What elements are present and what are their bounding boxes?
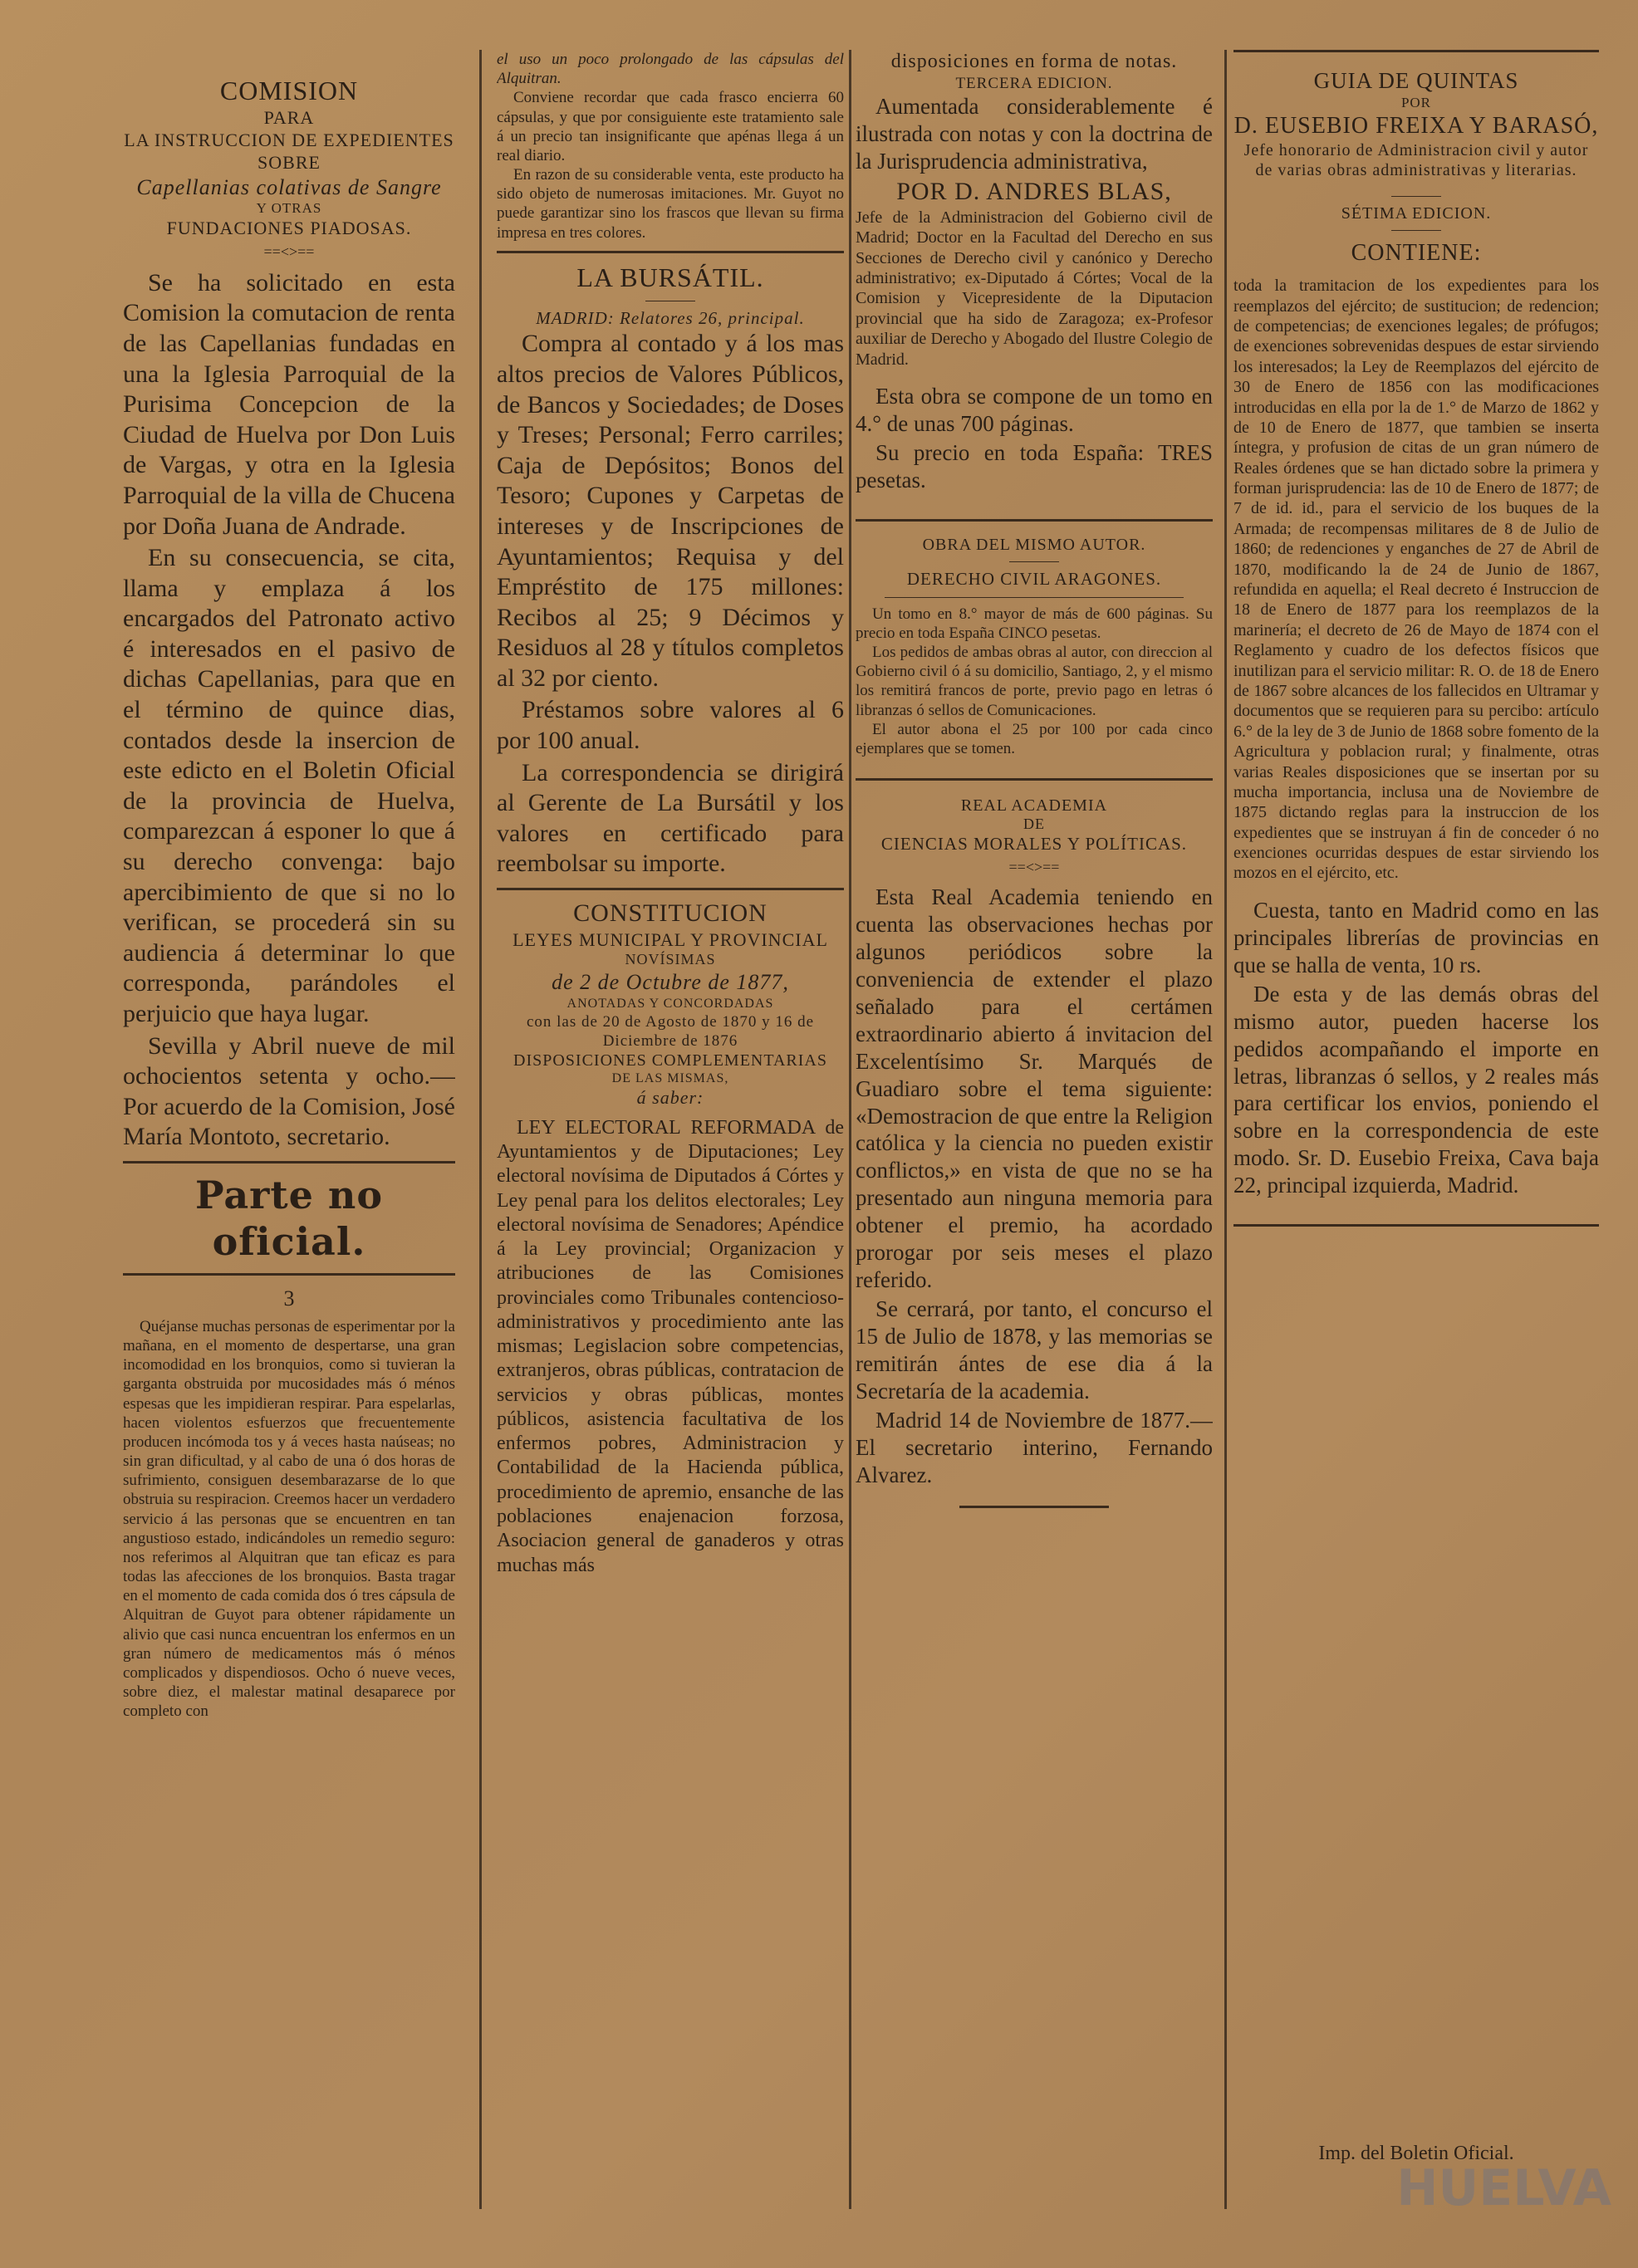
- parte-no-oficial-banner: Parte no oficial.: [194, 1172, 384, 1265]
- bursatil-paragraph: Compra al contado y á los mas altos precios de Valores Públicos, de Bancos y Sociedades; de Doses y Treses; Personal; Ferro carriles; Caja de Depósitos; Bonos del Tesoro; Cupones y Carpetas de intereses y de Inscripciones de Ayuntamientos; Requisa y del Empréstito de 175 millones: Recibos al 25; 9 Décimos y Residuos al 28 y títulos completos al 32 por ciento.: [497, 330, 844, 692]
- author-freixa-description: Jefe honorario de Administracion civil y autor de varias obras administrativas y literarias.: [1243, 140, 1589, 180]
- bursatil-address: MADRID: Relatores 26, principal.: [536, 307, 805, 328]
- constitucion-body: LEY ELECTORAL REFORMADA de Ayuntamientos y de Diputaciones; Ley electoral novísima de Diputados á Córtes y Ley penal para los delitos electorales; Ley electoral novísima de Senadores; Apéndice á la Ley provincial; Organizacion y atribuciones de las Comisiones provinciales como Tribunales contencioso-administrativos y procedimiento ante las mismas; Legislacion sobre competencias, extranjeros, obras públicas, contratacion de servicios y obras públicas, montes públicos, asistencia facultativa de los enfermos pobres, Administracion y Contabilidad de la Hacienda pública, procedimiento de apremio, ensanche de las poblaciones enajenacion forzosa, Asociacion general de ganaderos y otras muchas más: [497, 1116, 844, 1576]
- constitucion-title: CONSTITUCION: [573, 899, 768, 928]
- section-rule: [497, 888, 844, 890]
- ornament: ==<>==: [263, 242, 315, 260]
- comision-title: COMISION: [219, 76, 359, 105]
- edict-signature: Sevilla y Abril nueve de mil ochocientos setenta y ocho.—Por acuerdo de la Comision, José María Montoto, secretario.: [123, 1031, 455, 1151]
- section-rule: [856, 778, 1213, 781]
- capellanias-label: Capellanias colativas de Sangre: [136, 174, 442, 199]
- tomo-paragraph: Los pedidos de ambas obras al autor, con direccion al Gobierno civil ó á su domicilio, Santiago, 2, y el mismo los remitirá francos de porte, previo pago en letras ó libranzas ó sellos de Comunicaciones.: [856, 644, 1213, 719]
- section-rule: [497, 251, 844, 253]
- section-rule: [123, 1273, 455, 1276]
- para-label: PARA: [263, 107, 315, 129]
- anotadas-label: ANOTADAS Y CONCORDADAS: [566, 997, 774, 1012]
- academia-paragraph: Se cerrará, por tanto, el concurso el 15 de Julio de 1878, y las memorias se remitirán ántes de ese dia á la Secretaría de la academia.: [856, 1296, 1213, 1403]
- sobre-label: SOBRE: [257, 151, 321, 173]
- article-paragraph: En razon de su considerable venta, este producto ha sido objeto de numerosas imitaciones. Mr. Guyot no puede garantizar sino los frascos que llevan su firma impresa en tres colores.: [497, 166, 844, 242]
- bursatil-paragraph: Préstamos sobre valores al 6 por 100 anual.: [497, 696, 844, 755]
- venta-paragraph: De esta y de las demás obras del mismo autor, pueden hacerse los pedidos acompañando el importe en letras, libranzas ó sellos, y 2 reales más para certificar los envios, poniendo el sobre en la correspondencia de este modo. Sr. D. Eusebio Freixa, Cava baja 22, principal izquierda, Madrid.: [1233, 981, 1599, 1198]
- y-otras-label: Y OTRAS: [256, 200, 322, 217]
- column-rule: [1224, 50, 1227, 2209]
- author-description: Jefe de la Administracion del Gobierno civil de Madrid; Doctor en la Facultad del Derecho en sus Secciones de Derecho civil y canónico y Derecho administrativo; ex-Diputado á Córtes; Vocal de la Comision y Vicepresidente de la Diputacion provincial que ha sido de Zaragoza; ex-Profesor auxiliar de Derecho y Abogado del Ilustre Colegio de Madrid.: [856, 208, 1213, 369]
- column-rule: [479, 50, 482, 2209]
- ornament: ==<>==: [1008, 859, 1060, 876]
- short-rule: [1009, 561, 1059, 562]
- venta-paragraph: Cuesta, tanto en Madrid como en las principales librerías de provincias en que se halla de venta, 10 rs.: [1233, 897, 1599, 977]
- por-label: POR: [1400, 94, 1432, 110]
- section-rule: [1233, 50, 1599, 52]
- item-number: 3: [283, 1286, 295, 1311]
- academia-paragraph: Esta Real Academia teniendo en cuenta las observaciones hechas por algunos periódicos sobre la conveniencia de extender el plazo señalado para el certámen extraordinario abierto á invitacion del Excelentísimo Sr. Marqués de Guadiaro sobre el tema siguiente: «Demostracion de que entre la Religion católica y la ciencia no pueden existir conflictos,» en vista de que no se ha presentado aun ninguna memoria para obtener el premio, ha acordado prorogar por seis meses el plazo referido.: [856, 884, 1213, 1293]
- tomo-paragraph: El autor abona el 25 por 100 por cada cinco ejemplares que se tomen.: [856, 720, 1213, 757]
- column-4: [1233, 50, 1599, 1235]
- instruccion-label: LA INSTRUCCION DE EXPEDIENTES: [124, 129, 454, 150]
- fundaciones-label: FUNDACIONES PIADOSAS.: [166, 217, 412, 238]
- huelva-watermark: HUELVA: [1396, 2159, 1611, 2217]
- academia-signature: Madrid 14 de Noviembre de 1877.—El secretario interino, Fernando Alvarez.: [856, 1407, 1213, 1487]
- short-rule: [885, 597, 1184, 598]
- alquitran-article: Quéjanse muchas personas de esperimentar por la mañana, en el momento de despertarse, una gran incomodidad en los bronquios, como si tuvieran la garganta obstruida por mucosidades más ó ménos espesas que les impidieran respirar. Para espelarlas, hacen violentos esfuerzos que frecuentemente producen incómoda tos y á veces hasta naúseas; no sin gran dificultad, y al cabo de una ó dos horas de sufrimiento, consiguen desembarazarse de lo que obstruia su respiracion. Creemos hacer un verdadero servicio á las personas que se encuentren en tan angustioso estado, indicándoles un remedio seguro: nos referimos al Alquitran que tan eficaz es para todas las afecciones de los bronquios. Basta tragar en el momento de cada comida dos ó tres cápsula de Alquitran de Guyot para obtener rápidamente un alivio que casi nunca encuentran los enfermos en un gran número de medicamentos más ó ménos complicados y dispendiosos. Ocho ó nueve veces, sobre diez, el malestar matinal desaparece por completo con: [123, 1317, 455, 1721]
- column-2: [497, 50, 844, 1580]
- short-rule: [1391, 230, 1441, 231]
- edict-paragraph: Se ha solicitado en esta Comision la comutacion de renta de las Capellanias fundadas en una la Iglesia Parroquial de la Purisima Concepcion de la Ciudad de Huelva por Don Luis de Vargas, y otra en la Iglesia Parroquial de la villa de Chucena por Doña Juana de Andrade.: [123, 268, 455, 540]
- contiene-body: toda la tramitacion de los expedientes para los reemplazos del ejército; de sustitucion; de redencion; de competencias; de exenciones legales; de prófugos; de exenciones sobrevenidas despues de estar sirviendo los interesados; la Ley de Reemplazos del ejército de 30 de Enero de 1856 con las modificaciones introducidas en ella por la de 1.° de Marzo de 1862 y de 10 de Enero de 1877, que tambien se inserta íntegra, y profusion de citas de un gran número de Reales órdenes que se han dictado sobre la primera y forman jurisprudencia: las de 10 de Enero de 1877; de 7 de id. id., para el servicio de los buques de la Armada; de recompensas militares de 8 de Julio de 1860; de redenciones y enganches de 27 de Abril de 1870, modificando la de 24 de Junio de 1867, refundida en aquella; el Real decreto é Instruccion de 18 de Enero de 1877 para los reemplazos de la marinería; el decreto de 26 de Mayo de 1874 con el Reglamento y cuadro de los defectos físicos que inutilizan para el servicio militar: R. O. de 18 de Enero de 1867 sobre alcances de los fallecidos en Ultramar y documentos que se requieren para su percibo: artículo 6.° de la ley de 3 de Junio de 1868 sobre fomento de la Agricultura y poblacion rural; y finalmente, otras varias Reales disposiciones que se insertan por su mucha importancia, inclusa una de Noviembre de 1875 dictando reglas para la instruccion de los expedientes que se instruyan á fin de conceder ó no exenciones ocurridas despues de estar sirviendo los mozos en el ejército, etc.: [1233, 277, 1599, 883]
- bursatil-title: LA BURSÁTIL.: [576, 262, 764, 292]
- ciencias-heading: CIENCIAS MORALES Y POLÍTICAS.: [880, 834, 1188, 855]
- section-rule: [123, 1161, 455, 1163]
- obra-paragraph: Esta obra se compone de un tomo en 4.° de unas 700 páginas.: [856, 383, 1213, 436]
- column-rule: [849, 50, 851, 2209]
- leyes-label: LEYES MUNICIPAL Y PROVINCIAL: [512, 928, 828, 950]
- section-rule: [1233, 1224, 1599, 1227]
- guia-quintas-title: GUIA DE QUINTAS: [1313, 68, 1519, 93]
- academia-de-label: DE: [1023, 816, 1045, 833]
- obra-price: Su precio en toda España: TRES pesetas.: [856, 439, 1213, 492]
- mismo-autor-heading: OBRA DEL MISMO AUTOR.: [922, 535, 1146, 554]
- article-paragraph: Conviene recordar que cada frasco encierra 60 cápsulas, y que por consiguiente este tratamiento sale á un precio tan insignificante que apénas llega á un real diario.: [497, 89, 844, 164]
- section-rule: [959, 1506, 1109, 1508]
- novisimas-label: NOVÍSIMAS: [625, 951, 716, 968]
- tomo-paragraph: Un tomo en 8.° mayor de más de 600 páginas. Su precio en toda España CINCO pesetas.: [856, 605, 1213, 642]
- tercera-edicion-label: TERCERA EDICION.: [955, 75, 1113, 93]
- imprenta-footer: Imp. del Boletin Oficial.: [1318, 2143, 1514, 2164]
- disposiciones-label: DISPOSICIONES COMPLEMENTARIAS: [513, 1051, 827, 1070]
- section-rule: [856, 519, 1213, 522]
- concordadas-text: con las de 20 de Agosto de 1870 y 16 de Diciembre de 1876: [526, 1012, 815, 1050]
- real-academia-heading: REAL ACADEMIA: [960, 796, 1108, 816]
- constitucion-continuation: disposiciones en forma de notas.: [890, 51, 1178, 72]
- a-saber-label: á saber:: [636, 1086, 704, 1108]
- author-freixa: D. EUSEBIO FREIXA Y BARASÓ,: [1233, 112, 1599, 139]
- bursatil-paragraph: La correspondencia se dirigirá al Gerente de La Bursátil y los valores en certificado para reembolsar su importe.: [497, 758, 844, 878]
- short-rule: [1391, 196, 1441, 197]
- edition-description: Aumentada considerablemente é ilustrada con notas y con la doctrina de la Jurisprudencia administrativa,: [856, 94, 1213, 174]
- author-andres-blas: POR D. ANDRES BLAS,: [896, 178, 1172, 206]
- column-1: [123, 50, 455, 1722]
- edict-paragraph: En su consecuencia, se cita, llama y emplaza á los encargados del Patronato activo é interesados en el pasivo de dichas Capellanias, para que en el término de quince dias, contados desde la insercion de este edicto en el Boletin Oficial de la provincia de Huelva, comparezcan á esponer lo que á su derecho convenga: bajo apercibimiento de que si no lo verifican, se procederá sin su audiencia á determinar lo que corresponda, parándoles el perjuicio que haya lugar.: [123, 544, 455, 1027]
- column-3: [856, 50, 1213, 1525]
- contiene-heading: CONTIENE:: [1351, 240, 1482, 266]
- derecho-civil-heading: DERECHO CIVIL ARAGONES.: [906, 569, 1162, 590]
- constitucion-date: de 2 de Octubre de 1877,: [552, 970, 789, 995]
- de-las-mismas-label: DE LAS MISMAS,: [611, 1071, 729, 1086]
- setima-edicion-label: SÉTIMA EDICION.: [1341, 203, 1492, 223]
- article-continuation: el uso un poco prolongado de las cápsulas del Alquitran.: [497, 51, 844, 88]
